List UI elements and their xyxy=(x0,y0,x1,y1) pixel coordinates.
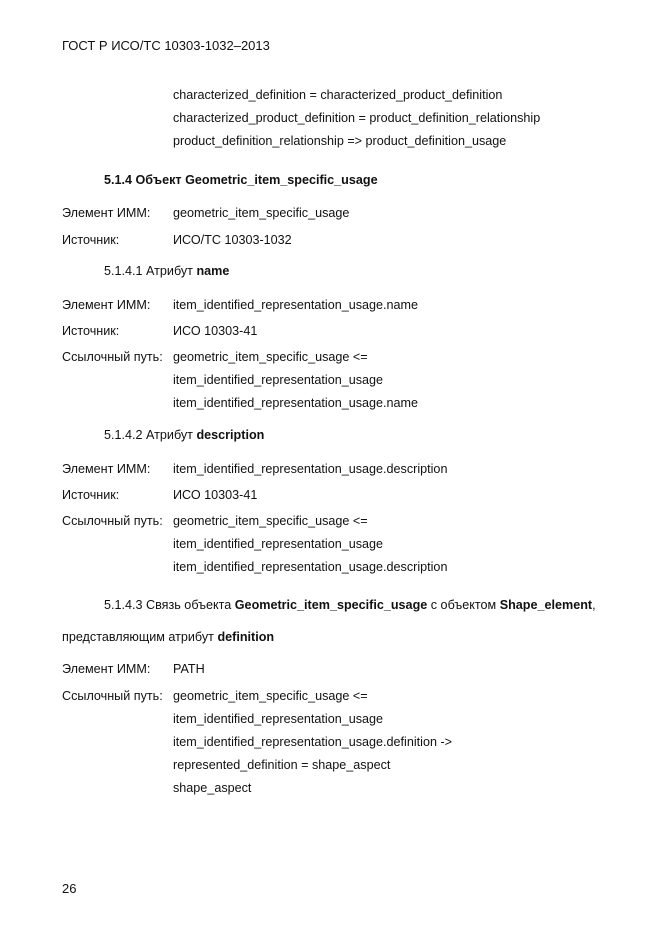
source-label: Источник: xyxy=(62,233,120,247)
reference-path-line: item_identified_representation_usage xyxy=(173,373,384,387)
arm-element-label: Элемент ИММ: xyxy=(62,462,151,476)
reference-path-label: Ссылочный путь: xyxy=(62,689,163,703)
relationship-heading-continuation: представляющим атрибут definition xyxy=(62,630,275,644)
arm-element-label: Элемент ИММ: xyxy=(62,298,151,312)
source-value: ИСО/ТС 10303-1032 xyxy=(173,233,292,247)
reference-path-line: item_identified_representation_usage.definition -> xyxy=(173,735,452,749)
reference-path-line: item_identified_representation_usage.name xyxy=(173,396,419,410)
source-label: Источник: xyxy=(62,488,120,502)
arm-element-value: item_identified_representation_usage.description xyxy=(173,462,448,476)
reference-path-line: item_identified_representation_usage xyxy=(173,712,384,726)
reference-path-line: item_identified_representation_usage xyxy=(173,537,384,551)
attribute-name-heading: 5.1.4.1 Атрибут name xyxy=(104,264,230,278)
arm-element-value: PATH xyxy=(173,662,205,676)
source-label: Источник: xyxy=(62,324,120,338)
attribute-description-heading: 5.1.4.2 Атрибут description xyxy=(104,428,265,442)
section-5-1-4-heading: 5.1.4 Объект Geometric_item_specific_usage xyxy=(104,173,378,187)
arm-element-value: item_identified_representation_usage.name xyxy=(173,298,419,312)
intro-line: characterized_product_definition = product_definition_relationship xyxy=(173,111,541,125)
arm-element-label: Элемент ИММ: xyxy=(62,662,151,676)
reference-path-line: item_identified_representation_usage.description xyxy=(173,560,448,574)
intro-line: product_definition_relationship => product_definition_usage xyxy=(173,134,507,148)
page-number: 26 xyxy=(62,881,77,896)
arm-element-value: geometric_item_specific_usage xyxy=(173,206,350,220)
intro-line: characterized_definition = characterized_product_definition xyxy=(173,88,503,102)
relationship-heading: 5.1.4.3 Связь объекта Geometric_item_specific_usage с объектом Shape_element, xyxy=(104,598,596,612)
reference-path-line: geometric_item_specific_usage <= xyxy=(173,350,368,364)
reference-path-line: represented_definition = shape_aspect xyxy=(173,758,391,772)
arm-element-label: Элемент ИММ: xyxy=(62,206,151,220)
source-value: ИСО 10303-41 xyxy=(173,488,258,502)
reference-path-label: Ссылочный путь: xyxy=(62,350,163,364)
reference-path-line: geometric_item_specific_usage <= xyxy=(173,514,368,528)
reference-path-label: Ссылочный путь: xyxy=(62,514,163,528)
reference-path-line: geometric_item_specific_usage <= xyxy=(173,689,368,703)
source-value: ИСО 10303-41 xyxy=(173,324,258,338)
document-header: ГОСТ Р ИСО/ТС 10303-1032–2013 xyxy=(62,38,270,53)
reference-path-line: shape_aspect xyxy=(173,781,252,795)
